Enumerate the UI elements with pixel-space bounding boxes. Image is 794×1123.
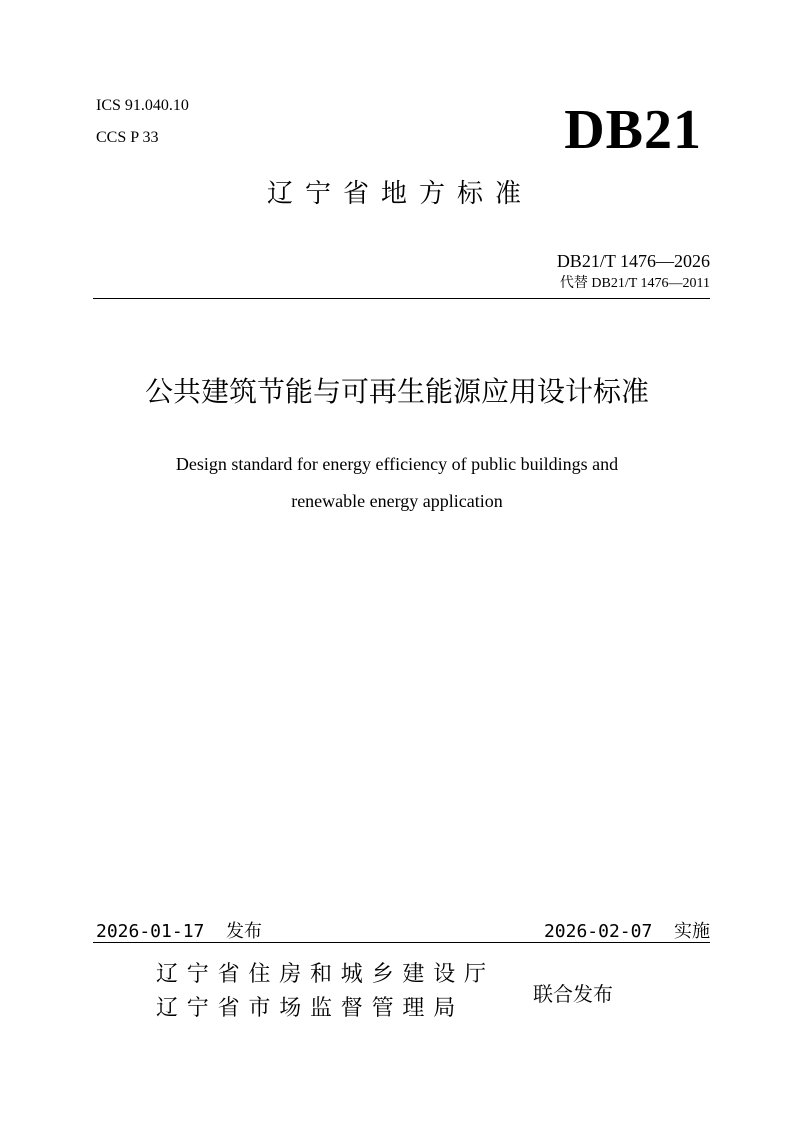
document-title-chinese: 公共建筑节能与可再生能源应用设计标准 <box>144 375 649 408</box>
ics-code: ICS 91.040.10 <box>96 97 189 114</box>
issuer-housing-department: 辽宁省住房和城乡建设厅 <box>156 962 495 987</box>
footer-divider <box>93 942 710 943</box>
joint-release-label: 联合发布 <box>533 982 613 1006</box>
implementation-date: 2026-02-07 实施 <box>543 921 710 942</box>
issuer-market-regulation: 辽宁省市场监督管理局 <box>156 996 465 1021</box>
ccs-code: CCS P 33 <box>96 129 159 146</box>
replaces-standard: 代替 DB21/T 1476—2011 <box>559 276 710 291</box>
standard-logo-code: DB21 <box>564 99 702 161</box>
document-title-english-line2: renewable energy application <box>291 491 503 511</box>
standard-number: DB21/T 1476—2026 <box>556 251 710 271</box>
document-title-english-line1: Design standard for energy efficiency of public buildings and <box>175 454 619 474</box>
standard-category: 辽宁省地方标准 <box>266 179 533 209</box>
issue-date: 2026-01-17 发布 <box>96 921 263 942</box>
header-divider <box>93 298 710 299</box>
